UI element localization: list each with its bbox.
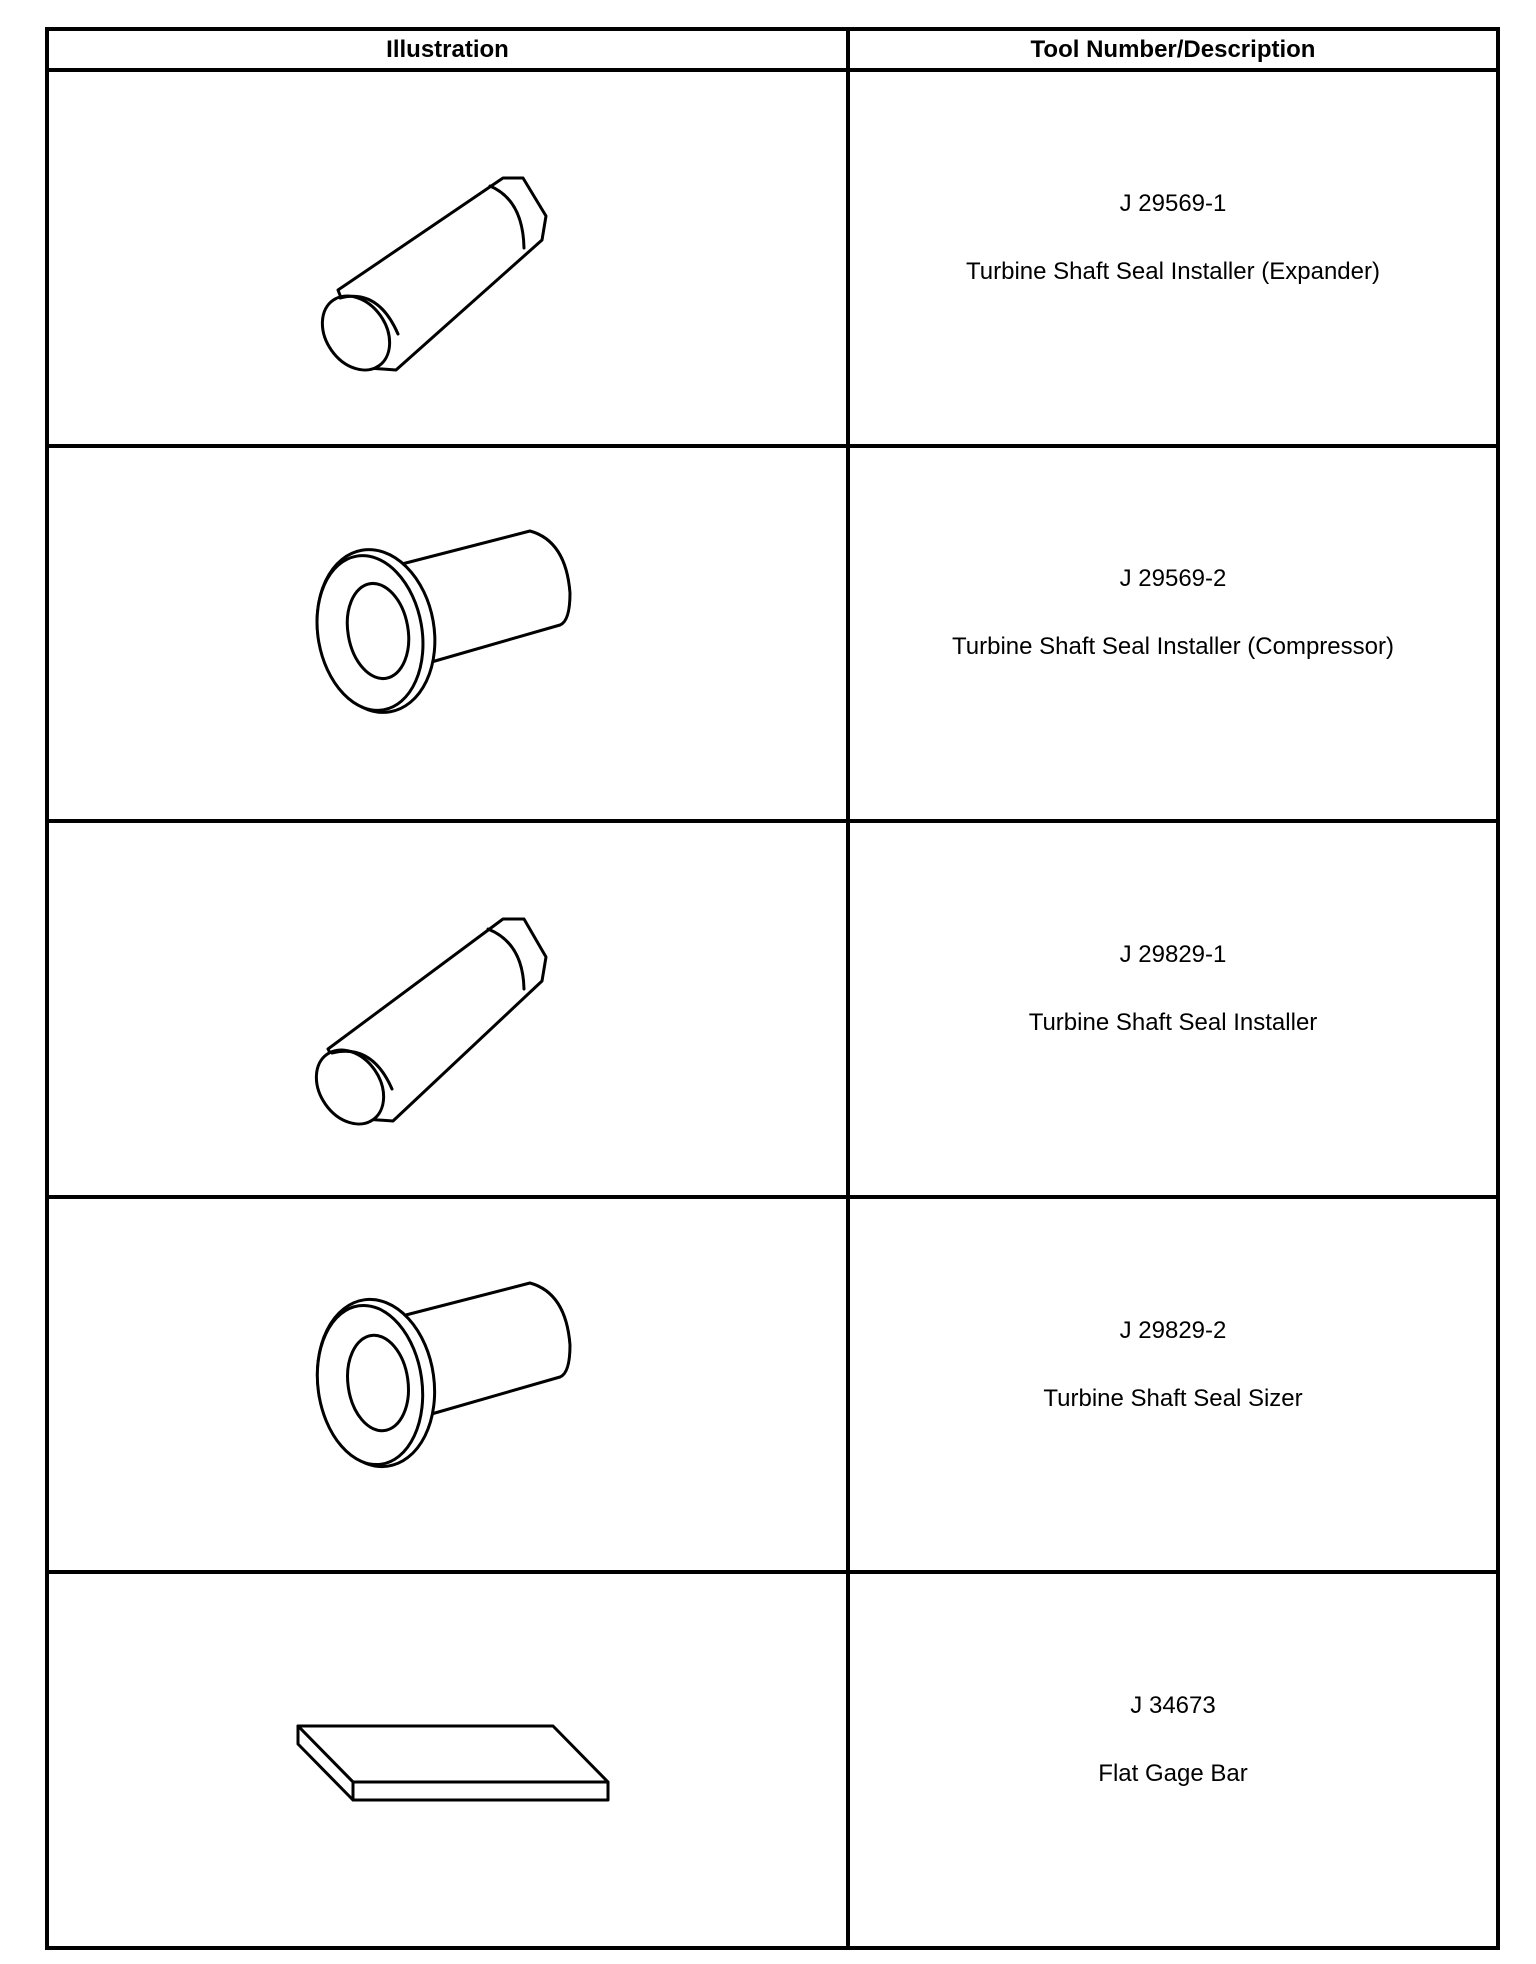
tool-description: Turbine Shaft Seal Installer (Expander) bbox=[966, 257, 1380, 285]
tapered-rod-tool-icon bbox=[298, 138, 598, 378]
tool-description: Turbine Shaft Seal Installer (Compressor) bbox=[952, 633, 1394, 661]
tool-number: J 34673 bbox=[1130, 1692, 1216, 1720]
tool-number: J 29829-1 bbox=[1119, 940, 1227, 968]
illustration-column-header: Illustration bbox=[47, 29, 848, 70]
tool-description: Flat Gage Bar bbox=[1098, 1760, 1248, 1788]
tool-info-cell bbox=[848, 1197, 1498, 1573]
flanged-sleeve-tool-icon bbox=[298, 513, 598, 753]
tool-info-cell bbox=[848, 821, 1498, 1197]
tool-info-cell bbox=[848, 70, 1498, 446]
flanged-sleeve-tool-icon bbox=[298, 1265, 598, 1505]
tool-info-cell bbox=[848, 446, 1498, 822]
flat-bar-tool-icon bbox=[278, 1700, 618, 1820]
table-row bbox=[47, 70, 1498, 446]
tool-number: J 29829-2 bbox=[1119, 1316, 1227, 1344]
table-row bbox=[47, 446, 1498, 822]
table-row bbox=[47, 821, 1498, 1197]
tool-number: J 29569-2 bbox=[1119, 565, 1227, 593]
tool-description: Turbine Shaft Seal Installer bbox=[1028, 1008, 1318, 1036]
table-header-row bbox=[47, 29, 1498, 70]
illustration-cell bbox=[47, 446, 848, 822]
tapered-rod-tool-icon bbox=[298, 889, 598, 1129]
special-tools-table bbox=[45, 27, 1500, 1950]
table-row bbox=[47, 1572, 1498, 1948]
tool-number: J 29569-1 bbox=[1119, 189, 1227, 217]
illustration-cell bbox=[47, 1197, 848, 1573]
illustration-cell bbox=[47, 1572, 848, 1948]
tool-column-header: Tool Number/Description bbox=[848, 29, 1498, 70]
tool-info-cell bbox=[848, 1572, 1498, 1948]
table-row bbox=[47, 1197, 1498, 1573]
illustration-cell bbox=[47, 821, 848, 1197]
illustration-cell bbox=[47, 70, 848, 446]
tool-description: Turbine Shaft Seal Sizer bbox=[1043, 1384, 1303, 1412]
